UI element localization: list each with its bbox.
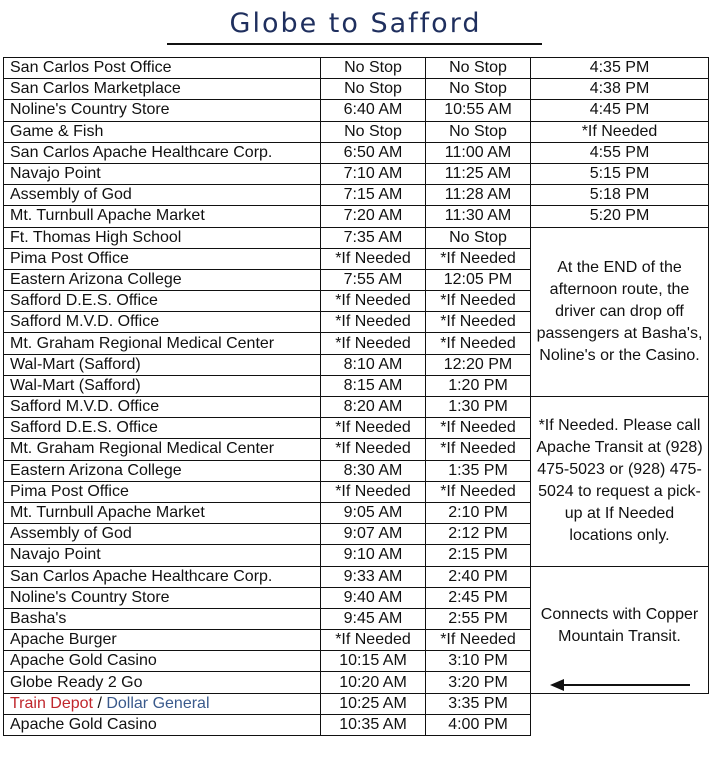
note-if-needed bbox=[531, 397, 709, 567]
midday-time: *If Needed bbox=[426, 630, 531, 651]
midday-time: 3:20 PM bbox=[426, 672, 531, 693]
morning-time: 6:40 AM bbox=[321, 100, 426, 121]
stop-name: Game & Fish bbox=[4, 121, 321, 142]
morning-time: *If Needed bbox=[321, 291, 426, 312]
afternoon-time: 5:20 PM bbox=[531, 206, 709, 227]
morning-time: *If Needed bbox=[321, 418, 426, 439]
morning-time: *If Needed bbox=[321, 333, 426, 354]
stop-name: Eastern Arizona College bbox=[4, 460, 321, 481]
morning-time: *If Needed bbox=[321, 481, 426, 502]
note-drop-off-text: At the END of the afternoon route, the driver can drop off passengers at Basha's, Noline's or the Casino. bbox=[536, 258, 703, 364]
afternoon-time: 5:15 PM bbox=[531, 163, 709, 184]
midday-time: 2:10 PM bbox=[426, 502, 531, 523]
midday-time: 12:20 PM bbox=[426, 354, 531, 375]
stop-name: Safford D.E.S. Office bbox=[4, 418, 321, 439]
stop-name: San Carlos Marketplace bbox=[4, 79, 321, 100]
table-row bbox=[4, 397, 709, 418]
morning-time: 10:35 AM bbox=[321, 714, 426, 735]
morning-time: 8:10 AM bbox=[321, 354, 426, 375]
morning-time: *If Needed bbox=[321, 630, 426, 651]
midday-time: *If Needed bbox=[426, 481, 531, 502]
morning-time: 9:07 AM bbox=[321, 524, 426, 545]
afternoon-time: 4:35 PM bbox=[531, 58, 709, 79]
midday-time: *If Needed bbox=[426, 439, 531, 460]
separator: / bbox=[93, 694, 107, 712]
left-arrow-icon bbox=[550, 678, 690, 692]
midday-time: 1:35 PM bbox=[426, 460, 531, 481]
train-depot-label: Train Depot bbox=[10, 694, 93, 712]
table-row bbox=[4, 142, 709, 163]
midday-time: 3:10 PM bbox=[426, 651, 531, 672]
stop-name: Noline's Country Store bbox=[4, 100, 321, 121]
stop-name bbox=[4, 693, 321, 714]
midday-time: 1:20 PM bbox=[426, 375, 531, 396]
stop-name: Safford M.V.D. Office bbox=[4, 397, 321, 418]
table-row bbox=[4, 79, 709, 100]
midday-time: No Stop bbox=[426, 227, 531, 248]
table-row bbox=[4, 693, 709, 714]
morning-time: 7:55 AM bbox=[321, 269, 426, 290]
stop-name: Wal-Mart (Safford) bbox=[4, 375, 321, 396]
stop-name: Noline's Country Store bbox=[4, 587, 321, 608]
midday-time: 10:55 AM bbox=[426, 100, 531, 121]
midday-time: 2:12 PM bbox=[426, 524, 531, 545]
midday-time: 11:28 AM bbox=[426, 185, 531, 206]
morning-time: *If Needed bbox=[321, 439, 426, 460]
morning-time: 7:15 AM bbox=[321, 185, 426, 206]
afternoon-time: 4:45 PM bbox=[531, 100, 709, 121]
morning-time: 10:20 AM bbox=[321, 672, 426, 693]
midday-time: 11:30 AM bbox=[426, 206, 531, 227]
morning-time: 6:50 AM bbox=[321, 142, 426, 163]
midday-time: *If Needed bbox=[426, 248, 531, 269]
stop-name: Navajo Point bbox=[4, 545, 321, 566]
midday-time: *If Needed bbox=[426, 291, 531, 312]
stop-name: Mt. Turnbull Apache Market bbox=[4, 206, 321, 227]
morning-time: No Stop bbox=[321, 121, 426, 142]
morning-time: 10:25 AM bbox=[321, 693, 426, 714]
midday-time: 2:45 PM bbox=[426, 587, 531, 608]
stop-name: Eastern Arizona College bbox=[4, 269, 321, 290]
stop-name: Mt. Graham Regional Medical Center bbox=[4, 333, 321, 354]
table-row bbox=[4, 121, 709, 142]
morning-time: 9:40 AM bbox=[321, 587, 426, 608]
midday-time: 12:05 PM bbox=[426, 269, 531, 290]
stop-name: Apache Burger bbox=[4, 630, 321, 651]
morning-time: 9:10 AM bbox=[321, 545, 426, 566]
morning-time: No Stop bbox=[321, 79, 426, 100]
midday-time: No Stop bbox=[426, 121, 531, 142]
morning-time: 9:45 AM bbox=[321, 608, 426, 629]
morning-time: 8:30 AM bbox=[321, 460, 426, 481]
morning-time: 7:10 AM bbox=[321, 163, 426, 184]
stop-name: Safford M.V.D. Office bbox=[4, 312, 321, 333]
stop-name: San Carlos Apache Healthcare Corp. bbox=[4, 142, 321, 163]
morning-time: 9:33 AM bbox=[321, 566, 426, 587]
midday-time: 2:15 PM bbox=[426, 545, 531, 566]
table-row bbox=[4, 163, 709, 184]
table-row bbox=[4, 185, 709, 206]
stop-name: Apache Gold Casino bbox=[4, 651, 321, 672]
note-drop-off bbox=[531, 227, 709, 397]
note-connects-text: Connects with Copper Mountain Transit. bbox=[540, 605, 699, 645]
stop-name: Safford D.E.S. Office bbox=[4, 291, 321, 312]
afternoon-time: 4:38 PM bbox=[531, 79, 709, 100]
stop-name: Assembly of God bbox=[4, 185, 321, 206]
midday-time: No Stop bbox=[426, 58, 531, 79]
table-row bbox=[4, 206, 709, 227]
stop-name: Wal-Mart (Safford) bbox=[4, 354, 321, 375]
morning-time: 7:35 AM bbox=[321, 227, 426, 248]
table-row bbox=[4, 227, 709, 248]
stop-name: Basha's bbox=[4, 608, 321, 629]
stop-name: Assembly of God bbox=[4, 524, 321, 545]
stop-name: Mt. Turnbull Apache Market bbox=[4, 502, 321, 523]
midday-time: 4:00 PM bbox=[426, 714, 531, 735]
table-row bbox=[4, 100, 709, 121]
stop-name: Ft. Thomas High School bbox=[4, 227, 321, 248]
stop-name: Apache Gold Casino bbox=[4, 714, 321, 735]
midday-time: 3:35 PM bbox=[426, 693, 531, 714]
midday-time: *If Needed bbox=[426, 333, 531, 354]
afternoon-time: 4:55 PM bbox=[531, 142, 709, 163]
stop-name: Navajo Point bbox=[4, 163, 321, 184]
table-row bbox=[4, 58, 709, 79]
morning-time: No Stop bbox=[321, 58, 426, 79]
afternoon-time: 5:18 PM bbox=[531, 185, 709, 206]
midday-time: *If Needed bbox=[426, 418, 531, 439]
midday-time: *If Needed bbox=[426, 312, 531, 333]
stop-name: Mt. Graham Regional Medical Center bbox=[4, 439, 321, 460]
schedule-table bbox=[3, 57, 709, 736]
morning-time: 8:20 AM bbox=[321, 397, 426, 418]
table-row bbox=[4, 566, 709, 587]
stop-name: Pima Post Office bbox=[4, 481, 321, 502]
midday-time: 2:55 PM bbox=[426, 608, 531, 629]
midday-time: 11:00 AM bbox=[426, 142, 531, 163]
stop-name: Pima Post Office bbox=[4, 248, 321, 269]
page-title: Globe to Safford bbox=[229, 8, 482, 39]
title-underline bbox=[167, 43, 542, 45]
afternoon-time: *If Needed bbox=[531, 121, 709, 142]
morning-time: 8:15 AM bbox=[321, 375, 426, 396]
stop-name: San Carlos Apache Healthcare Corp. bbox=[4, 566, 321, 587]
midday-time: 11:25 AM bbox=[426, 163, 531, 184]
note-connects bbox=[531, 566, 709, 693]
midday-time: No Stop bbox=[426, 79, 531, 100]
morning-time: 10:15 AM bbox=[321, 651, 426, 672]
stop-name: San Carlos Post Office bbox=[4, 58, 321, 79]
table-row bbox=[4, 714, 709, 735]
morning-time: 7:20 AM bbox=[321, 206, 426, 227]
morning-time: 9:05 AM bbox=[321, 502, 426, 523]
morning-time: *If Needed bbox=[321, 248, 426, 269]
morning-time: *If Needed bbox=[321, 312, 426, 333]
midday-time: 2:40 PM bbox=[426, 566, 531, 587]
note-if-needed-text: *If Needed. Please call Apache Transit at (928) 475-5023 or (928) 475-5024 to request a pick-up at If Needed locations only. bbox=[536, 417, 703, 545]
dollar-general-label: Dollar General bbox=[106, 694, 210, 712]
midday-time: 1:30 PM bbox=[426, 397, 531, 418]
stop-name: Globe Ready 2 Go bbox=[4, 672, 321, 693]
